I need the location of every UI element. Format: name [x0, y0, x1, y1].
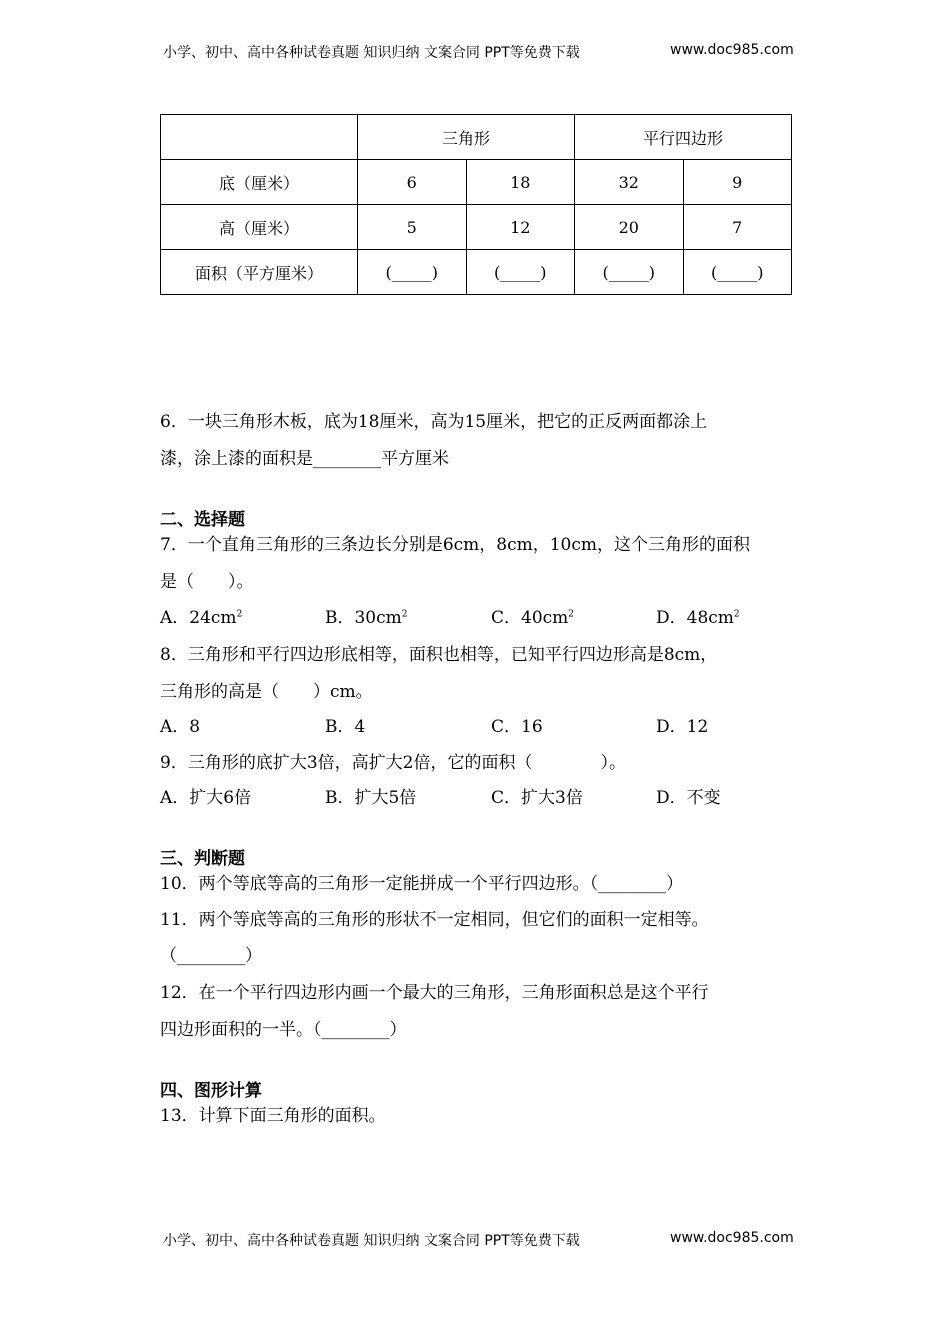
group-triangle: 三角形 [358, 115, 575, 160]
table-row [161, 160, 792, 205]
footer-url: www.doc985.com [670, 1230, 794, 1246]
area-blank: (_____) [466, 250, 575, 295]
q7-line1: 7．一个直角三角形的三条边长分别是6cm，8cm，10cm，这个三角形的面积 [160, 535, 751, 555]
q9-option-b: B．扩大5倍 [325, 788, 417, 808]
footer-left-text: 小学、初中、高中各种试卷真题 知识归纳 文案合同 PPT等免费下载 [163, 1233, 580, 1249]
q7-option-c: C．$40cm^2$ [491, 608, 575, 628]
q8-option-a: A．8 [160, 717, 201, 737]
q11-line2: （________） [160, 946, 262, 966]
base-cell: 6 [358, 160, 467, 205]
table-row [161, 115, 792, 160]
q7-option-d: D．$48cm^2$ [656, 608, 740, 628]
q8-option-b: B．4 [325, 717, 366, 737]
height-cell: 5 [358, 205, 467, 250]
row-label-area: 面积（平方厘米） [161, 250, 358, 295]
height-cell: 7 [683, 205, 792, 250]
q8-option-c: C．16 [491, 717, 543, 737]
row-label-base: 底（厘米） [161, 160, 358, 205]
q7-line2: 是（ ）。 [160, 572, 254, 592]
q10-line: 10．两个等底等高的三角形一定能拼成一个平行四边形。（________） [160, 874, 684, 894]
area-blank: (_____) [683, 250, 792, 295]
q9-option-d: D．不变 [656, 788, 721, 808]
height-cell: 20 [575, 205, 684, 250]
area-blank: (_____) [575, 250, 684, 295]
row-label-height: 高（厘米） [161, 205, 358, 250]
height-cell: 12 [466, 205, 575, 250]
q8-line2: 三角形的高是（ ）cm。 [160, 682, 373, 702]
q9-line1: 9．三角形的底扩大3倍，高扩大2倍，它的面积（ ）。 [160, 753, 626, 773]
q13-line: 13．计算下面三角形的面积。 [160, 1106, 386, 1126]
q8-option-d: D．12 [656, 717, 709, 737]
q6-line1: 6．一块三角形木板，底为18厘米，高为15厘米，把它的正反两面都涂上 [160, 412, 708, 432]
section-choice-title: 二、选择题 [160, 510, 245, 530]
q9-option-a: A．扩大6倍 [160, 788, 252, 808]
base-cell: 32 [575, 160, 684, 205]
area-table [160, 114, 792, 295]
header-left-text: 小学、初中、高中各种试卷真题 知识归纳 文案合同 PPT等免费下载 [163, 45, 580, 61]
table-row [161, 250, 792, 295]
q11-line1: 11．两个等底等高的三角形的形状不一定相同，但它们的面积一定相等。 [160, 910, 709, 930]
table-corner-cell [161, 115, 358, 160]
q12-line2: 四边形面积的一半。（________） [160, 1020, 407, 1040]
q9-option-c: C．扩大3倍 [491, 788, 583, 808]
section-judge-title: 三、判断题 [160, 849, 245, 869]
q8-line1: 8．三角形和平行四边形底相等，面积也相等，已知平行四边形高是8cm， [160, 645, 718, 665]
header-url: www.doc985.com [670, 42, 794, 58]
q7-option-b: B．$30cm^2$ [325, 608, 408, 628]
area-blank: (_____) [358, 250, 467, 295]
q7-option-a: A．$24cm^2$ [160, 608, 243, 628]
base-cell: 9 [683, 160, 792, 205]
base-cell: 18 [466, 160, 575, 205]
q6-line2: 漆，涂上漆的面积是________平方厘米 [160, 449, 449, 469]
table-row [161, 205, 792, 250]
section-calc-title: 四、图形计算 [160, 1081, 262, 1101]
q12-line1: 12．在一个平行四边形内画一个最大的三角形，三角形面积总是这个平行 [160, 983, 709, 1003]
group-parallelogram: 平行四边形 [575, 115, 792, 160]
